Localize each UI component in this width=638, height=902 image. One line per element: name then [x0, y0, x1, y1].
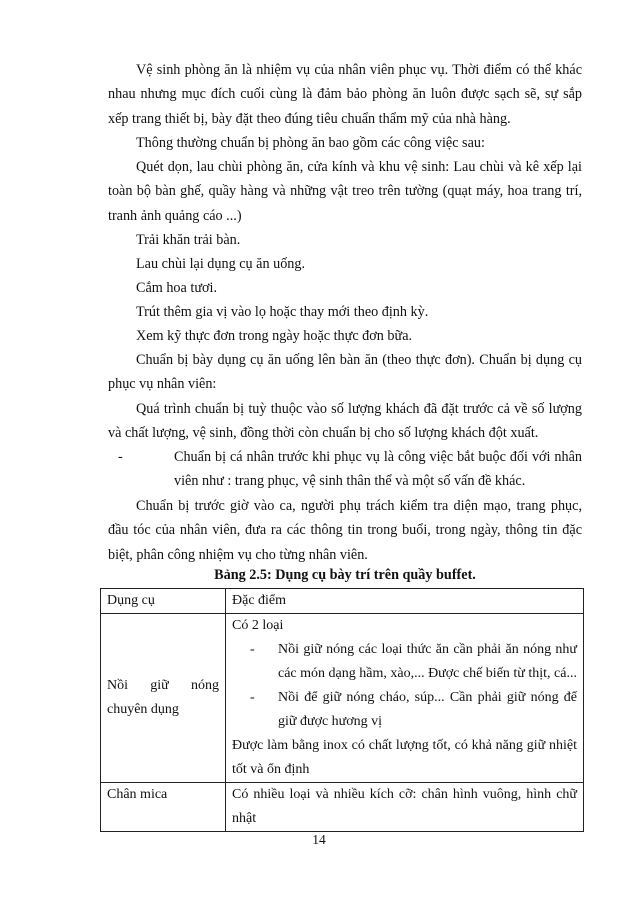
- paragraph-guest-count: Quá trình chuẩn bị tuỳ thuộc vào số lượng khách đã đặt trước cả về số lượng và chất lượng, vệ sinh, đồng thời còn chuẩn bị cho số lượng khách đột xuất.: [108, 401, 582, 442]
- cell-tool-feature: Có nhiều loại và nhiều kích cỡ: chân hình vuông, hình chữ nhật: [226, 783, 584, 832]
- page-number: 14: [312, 832, 326, 847]
- table-caption: Bảng 2.5: Dụng cụ bày trí trên quầy buffet.: [214, 567, 476, 583]
- header-tool: Dụng cụ: [101, 589, 226, 614]
- bullet-dash: -: [250, 690, 255, 705]
- bullet-dash: -: [250, 642, 255, 657]
- cell-tool-feature: [226, 614, 584, 783]
- paragraph-tablecloth: Trải khăn trải bàn.: [136, 232, 241, 248]
- paragraph-wipe-utensils: Lau chùi lại dụng cụ ăn uống.: [136, 256, 306, 272]
- dashed-paragraph-personal-prep: [108, 445, 582, 494]
- cell-tool-name: [101, 614, 226, 783]
- paragraph-personal-prep: Chuẩn bị cá nhân trước khi phục vụ là công việc bắt buộc đối với nhân viên như : trang phục, vệ sinh thân thể và một số vấn đề khác.: [174, 449, 582, 490]
- buffet-tools-table: [100, 588, 584, 832]
- paragraph-preparation-intro: Thông thường chuẩn bị phòng ăn bao gồm các công việc sau:: [136, 135, 485, 151]
- table-header-row: [101, 589, 584, 614]
- feature-item: [232, 638, 577, 686]
- tool-name-line2: chuyên dụng: [107, 702, 179, 717]
- paragraph-sweeping: Quét dọn, lau chùi phòng ăn, cửa kính và khu vệ sinh: Lau chùi và kê xếp lại toàn bộ bàn ghế, quầy hàng và những vật treo trên tường (quạt máy, hoa trang trí, tranh ảnh quảng cáo ...): [108, 159, 582, 224]
- feature-item-text: Nồi giữ nóng các loại thức ăn cần phải ăn nóng như các món dạng hầm, xào,... Được chế biến từ thịt, cá...: [278, 642, 577, 681]
- header-feature: Đặc điểm: [226, 589, 584, 614]
- feature-note: Được làm bằng inox có chất lượng tốt, có khả năng giữ nhiệt tốt và ổn định: [232, 738, 577, 777]
- paragraph-menu: Xem kỹ thực đơn trong ngày hoặc thực đơn bữa.: [136, 328, 413, 344]
- dash-marker: -: [118, 449, 123, 465]
- paragraph-restaurant-cleaning: Vệ sinh phòng ăn là nhiệm vụ của nhân viên phục vụ. Thời điểm có thể khác nhau nhưng mục đích cuối cùng là đảm bảo phòng ăn luôn được sạch sẽ, sự sắp xếp trang thiết bị, bày đặt theo đúng tiêu chuẩn thẩm mỹ của nhà hàng.: [108, 62, 582, 127]
- paragraph-spices: Trút thêm gia vị vào lọ hoặc thay mới theo định kỳ.: [136, 304, 429, 320]
- feature-intro: Có 2 loại: [232, 618, 284, 633]
- tool-name-line1: Nồi giữ nóng: [107, 678, 219, 693]
- table-row: [101, 614, 584, 783]
- paragraph-set-table: Chuẩn bị bày dụng cụ ăn uống lên bàn ăn (theo thực đơn). Chuẩn bị dụng cụ phục vụ nhân viên:: [108, 352, 582, 393]
- paragraph-before-shift: Chuẩn bị trước giờ vào ca, người phụ trách kiểm tra diện mạo, trang phục, đầu tóc của nhân viên, đưa ra các thông tin trong buổi, trong ngày, thông tin đặc biệt, phân công nhiệm vụ cho từng nhân viên.: [108, 498, 582, 563]
- feature-item: [232, 686, 577, 734]
- feature-item-text: Nồi để giữ nóng cháo, súp... Cần phải giữ nóng để giữ được hương vị: [278, 690, 577, 729]
- cell-tool-name: Chân mica: [101, 783, 226, 832]
- paragraph-fresh-flowers: Cắm hoa tươi.: [136, 280, 217, 296]
- table-row: [101, 783, 584, 832]
